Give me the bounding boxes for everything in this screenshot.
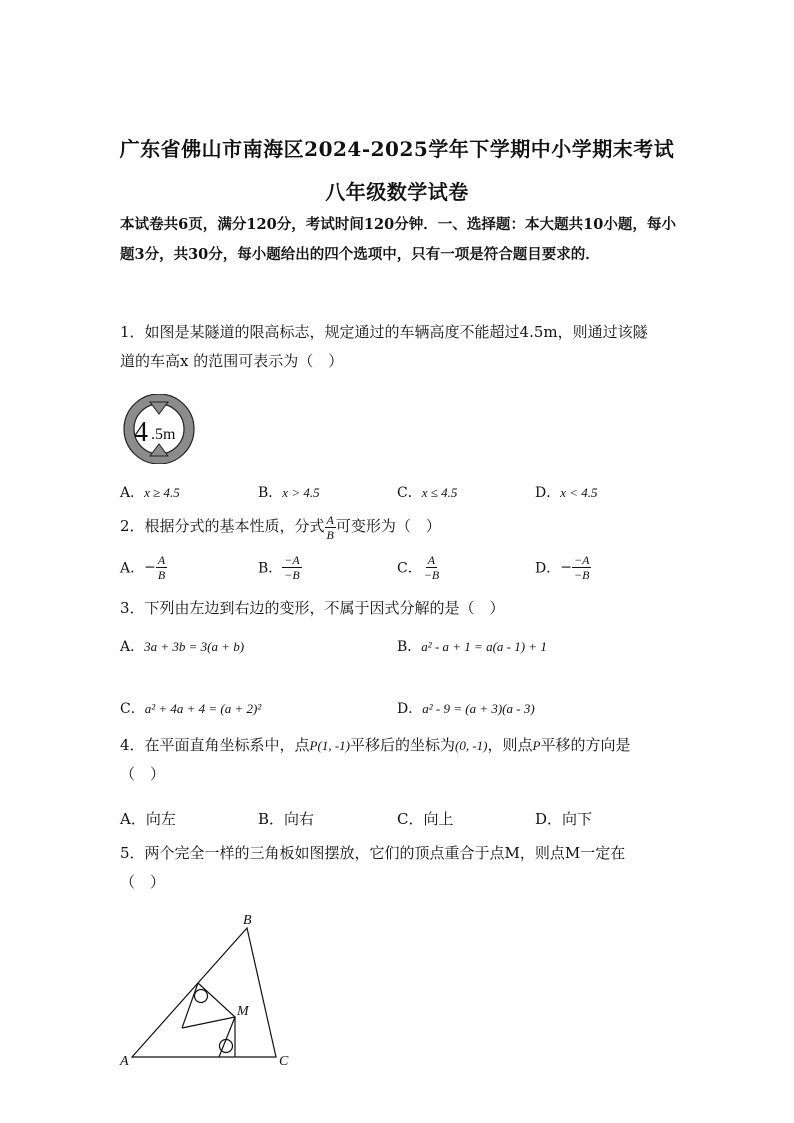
question-1-line2: 道的车高x 的范围可表示为（ ） xyxy=(120,352,344,370)
exam-title: 广东省佛山市南海区2024-2025学年下学期中小学期末考试 xyxy=(119,137,675,161)
q1-option-c-expr: x ≤ 4.5 xyxy=(421,485,458,500)
q1-option-a-expr: x ≥ 4.5 xyxy=(144,485,180,500)
q3-option-b[interactable]: B．a² - a + 1 = a(a - 1) + 1 xyxy=(397,639,547,655)
exam-subtitle: 八年级数学试卷 xyxy=(325,180,469,204)
label-c: C xyxy=(279,1054,289,1069)
q2-fraction: $\frac{A}{B}$ xyxy=(326,512,334,542)
question-5: 5．两个完全一样的三角板如图摆放，它们的顶点重合于点M，则点M一定在 （ ） xyxy=(120,844,626,891)
question-3: 3．下列由左边到右边的变形，不属于因式分解的是（ ） xyxy=(120,599,505,617)
q3-option-a[interactable]: A．3a + 3b = 3(a + b) xyxy=(120,639,245,655)
sign-digit: 4 xyxy=(134,417,148,448)
triangle-figure xyxy=(110,905,310,1070)
q1-option-b[interactable]: B．x > 4.5 xyxy=(258,485,320,501)
label-a: A xyxy=(120,1054,129,1069)
q4-option-c[interactable]: C．向上 xyxy=(397,810,454,828)
q1-option-b-expr: x > 4.5 xyxy=(282,485,320,500)
q1-option-d-expr: x < 4.5 xyxy=(560,485,598,500)
q4-coord: (0, -1) xyxy=(455,738,488,753)
question-1 xyxy=(120,318,680,376)
q3-option-c[interactable]: C．a² + 4a + 4 = (a + 2)² xyxy=(120,701,262,717)
label-m: M xyxy=(237,1004,249,1019)
sign-unit: .5m xyxy=(151,426,176,443)
label-b: B xyxy=(243,913,252,928)
q1-option-a[interactable]: A．x ≥ 4.5 xyxy=(120,485,180,501)
height-limit-sign-icon xyxy=(120,394,200,464)
q2-option-b[interactable]: B． $\frac{-A}{-B}$ xyxy=(258,553,300,582)
question-4: 4．在平面直角坐标系中，点P(1, -1)平移后的坐标为(0, -1)，则点P平移的方向是 （ ） xyxy=(120,736,631,783)
q4-option-b[interactable]: B．向右 xyxy=(258,810,315,828)
q2-option-a[interactable]: A．− $\frac{A}{B}$ xyxy=(120,553,166,582)
q3-option-d[interactable]: D．a² - 9 = (a + 3)(a - 3) xyxy=(397,701,535,717)
q4-option-a[interactable]: A．向左 xyxy=(120,810,176,828)
question-1-line1: 1．如图是某隧道的限高标志，规定通过的车辆高度不能超过4.5m，则通过该隧 xyxy=(120,323,648,341)
q2-option-c[interactable]: C． $\frac{A}{-B}$ xyxy=(397,553,440,582)
q1-option-d[interactable]: D．x < 4.5 xyxy=(535,485,598,501)
question-2: 2．根据分式的基本性质，分式 $\frac{A}{B}$ 可变形为（ ） xyxy=(120,512,441,542)
q2-option-d[interactable]: D．− $\frac{-A}{-B}$ xyxy=(535,553,590,582)
q4-option-d[interactable]: D．向下 xyxy=(535,810,593,828)
exam-instructions: 本试卷共6页，满分120分，考试时间120分钟．一、选择题：本大题共10小题，每小题3分，共30分，每小题给出的四个选项中，只有一项是符合题目要求的． xyxy=(120,216,676,263)
q1-option-c[interactable]: C．x ≤ 4.5 xyxy=(397,485,458,501)
q4-point: P(1, -1) xyxy=(309,738,350,753)
